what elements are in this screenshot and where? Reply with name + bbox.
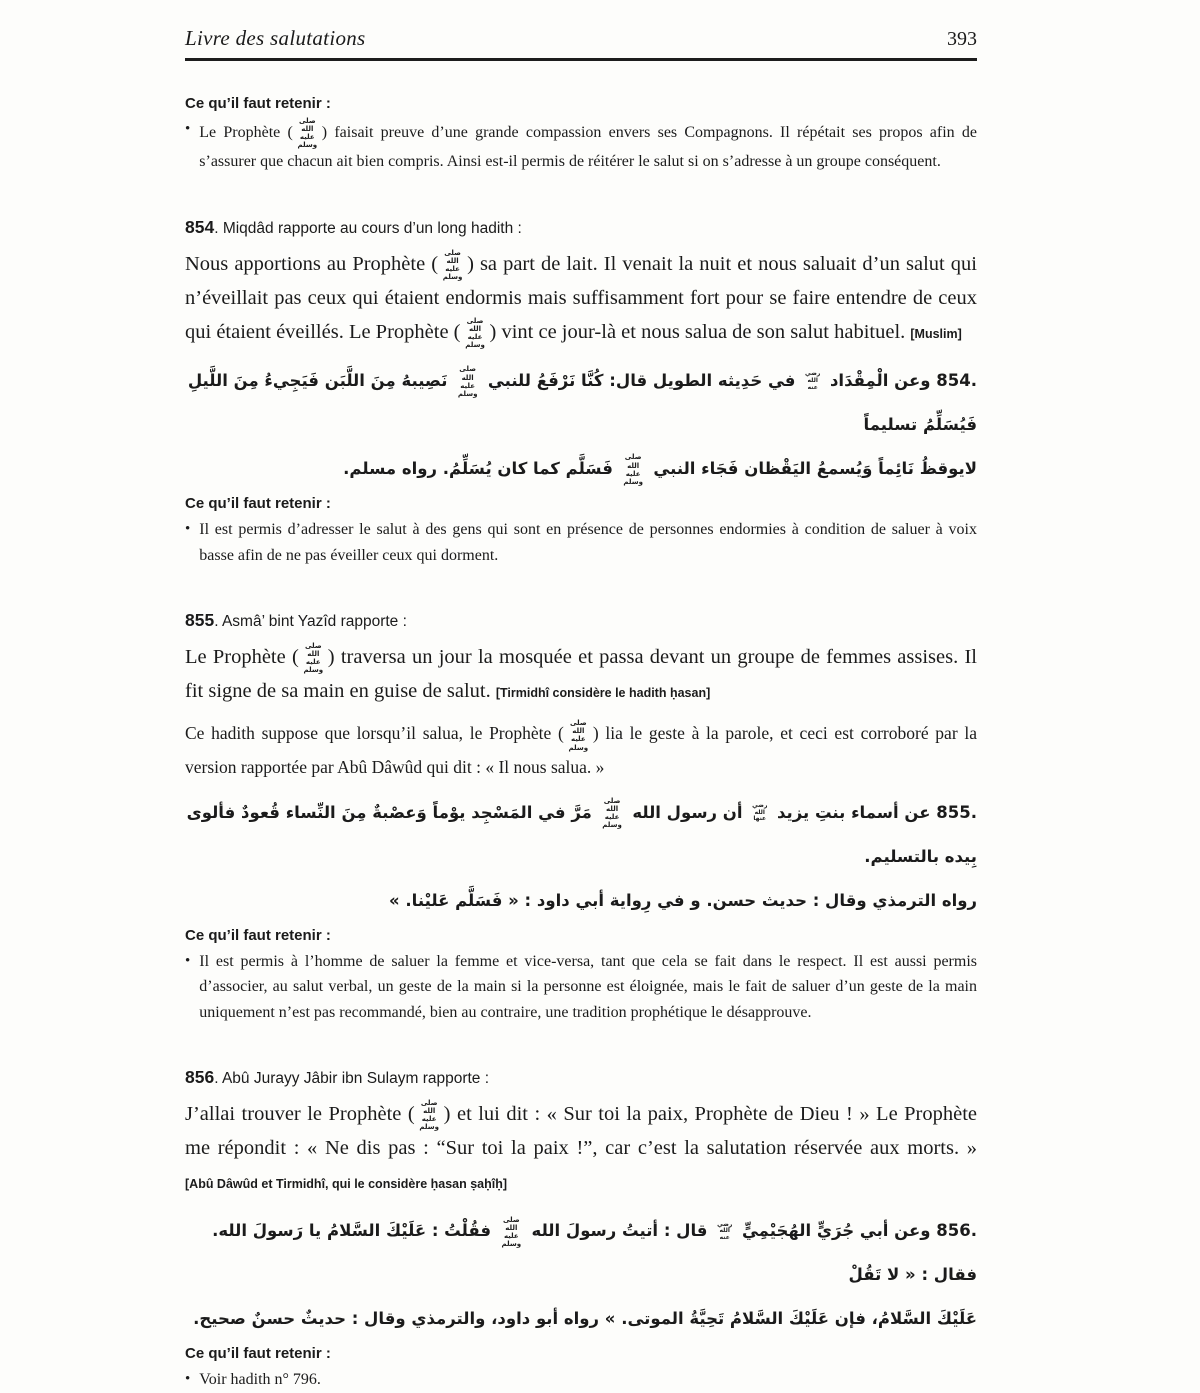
honorific-ra-glyph: رضي الله عنه — [805, 370, 821, 392]
hadith-section-856 — [185, 1067, 977, 1393]
key-point-item — [185, 949, 977, 1026]
honorific-saw-glyph: صلى الله عليه وسلم — [419, 1099, 439, 1132]
key-points-label: Ce qu’il faut retenir : — [185, 926, 331, 944]
hadith-number: 855 — [185, 610, 215, 631]
hadith-section-854 — [185, 217, 977, 568]
bullet-icon: • — [185, 952, 191, 969]
key-point-text: Voir hadith n° 796. — [199, 1371, 321, 1389]
hadith-narrator: . Asmâ’ bint Yazîd rapporte : — [214, 613, 407, 631]
header-rule — [185, 58, 977, 61]
hadith-heading — [185, 1067, 977, 1088]
arabic-line: رواه الترمذي وقال : حديث حسن. و في رِواية أبي داود : « فَسَلَّم عَليْنا. » — [389, 890, 977, 910]
key-points-label: Ce qu’il faut retenir : — [185, 495, 331, 513]
bullet-icon: • — [185, 521, 191, 538]
hadith-number-arabic: 855. — [936, 802, 977, 822]
page-header — [185, 26, 977, 51]
key-point-text: Le Prophète (صلى الله عليه وسلم) faisait preuve d’une grande compassion envers ses Compagnons. Il répétait ses propos afin de s’assurer que chacun ait bien compris. Ainsi est-il permis de réitérer le salut si on s’adresse à un groupe conséquent. — [199, 117, 978, 171]
key-points-label: Ce qu’il faut retenir : — [185, 95, 331, 112]
source-citation: [Tirmidhî considère le hadith ḥasan] — [495, 686, 711, 701]
key-points-block-856 — [185, 1345, 977, 1393]
honorific-raha-glyph: رضي الله عنها — [752, 801, 768, 823]
honorific-ra-glyph: رضي الله عنه — [717, 1220, 733, 1242]
key-points-label: Ce qu’il faut retenir : — [185, 1345, 331, 1363]
hadith-narrator: . Abû Jurayy Jâbir ibn Sulaym rapporte : — [214, 1070, 490, 1088]
source-citation: [Muslim] — [910, 327, 962, 342]
hadith-number: 854 — [185, 216, 215, 237]
hadith-heading — [185, 610, 977, 631]
hadith-heading — [185, 217, 977, 238]
honorific-saw-glyph: صلى الله عليه وسلم — [602, 796, 622, 830]
key-point-item — [185, 1367, 977, 1393]
commentary-paragraph: Ce hadith suppose que lorsqu’il salua, le Prophète (صلى الله عليه وسلم) lia le geste à la parole, et ceci est corroboré par la version rapportée par Abû Dâwûd qui dit : « Il nous salua. » — [185, 719, 977, 777]
hadith-number-arabic: 854. — [936, 371, 977, 391]
key-point-item — [185, 517, 977, 568]
key-points-block-854 — [185, 495, 977, 568]
honorific-saw-glyph: صلى الله عليه وسلم — [465, 317, 485, 350]
honorific-saw-glyph: صلى الله عليه وسلم — [457, 365, 478, 398]
hadith-translation: Nous apportions au Prophète ( صلى الله عليه وسلم) sa part de lait. Il venait la nuit et nous saluait d’un salut qui n’éveillait pas ceux qui étaient endormis mais suffisamment fort pour se faire entendre de ceux qui étaient éveillés. Le Prophète ( صلى الله عليه وسلم) vint ce jour-là et nous salua de son salut habituel. [Muslim] — [185, 248, 978, 350]
arabic-line: 856. وعن أبي جُرَيٍّ الهُجَيْمِيٍّ رضي الله عنه قال : أتيتُ رسولَ الله صلى الله عليه وسلم فقُلْتُ : عَلَيْكَ السَّلامُ يا رَسولَ الله. فقال : « لا تَقُلْ — [212, 1215, 977, 1285]
bullet-icon: • — [185, 1371, 191, 1388]
page-content — [185, 0, 977, 1393]
arabic-text-block — [185, 791, 977, 923]
hadith-translation: Le Prophète ( صلى الله عليه وسلم) traversa un jour la mosquée et passa devant un groupe de femmes assises. Il fit signe de sa main en guise de salut. [Tirmidhî considère le hadith ḥasan] — [185, 642, 977, 703]
hadith-section-855 — [185, 610, 977, 1025]
arabic-line: 854. وعن الْمِقْدَاد رضي الله عنه في حَدِيثه الطويل قال: كُنَّا نَرْفَعُ للنبي صلى الله عليه وسلم نَصِيبهُ مِنَ اللَّبَن فَيَجِيءُ مِنَ اللَّيلِ فَيُسَلِّمُ تسليماً — [187, 365, 977, 435]
key-points-block-855 — [185, 927, 977, 1026]
hadith-number-arabic: 856. — [936, 1221, 977, 1241]
key-points-block-853 — [185, 95, 977, 175]
hadith-number: 856 — [185, 1067, 215, 1088]
honorific-saw-glyph: صلى الله عليه وسلم — [303, 642, 324, 675]
key-point-text: Il est permis à l’homme de saluer la femme et vice-versa, tant que cela se fait dans le respect. Il est aussi permis d’associer, au salut verbal, un geste de la main si la personne est éloignée, mais le fait de saluer d’un geste de la main uniquement n’est pas recommandé, bien au contraire, une tradition prophétique le désapprouve. — [199, 952, 977, 1021]
honorific-saw-glyph: صلى الله عليه وسلم — [501, 1215, 522, 1248]
honorific-saw-glyph: صلى الله عليه وسلم — [442, 248, 463, 282]
hadith-narrator: . Miqdâd rapporte au cours d’un long hadith : — [214, 219, 522, 237]
arabic-line: لايوقظُ نَائِماً وَيُسمعُ اليَقْظان فَجَاء النبي صلى الله عليه وسلم فَسَلَّم كما كان يُسَلِّمُ. رواه مسلم. — [343, 453, 977, 486]
arabic-line: عَلَيْكَ السَّلامُ، فإن عَلَيْكَ السَّلامُ تَحِيَّةُ الموتى. » رواه أبو داود، والترمذي وقال : حديثٌ حسنٌ صحيح. — [193, 1309, 977, 1329]
arabic-text-block — [185, 1209, 977, 1341]
running-title: Livre des salutations — [185, 26, 366, 50]
bullet-icon: • — [185, 121, 191, 137]
honorific-saw-glyph: صلى الله عليه وسلم — [623, 453, 643, 486]
page-number: 393 — [947, 28, 977, 50]
hadith-translation: J’allai trouver le Prophète ( صلى الله عليه وسلم) et lui dit : « Sur toi la paix, Prophète de Dieu ! » Le Prophète me répondit : « Ne dis pas : “Sur toi la paix !”, car c’est la salutation réservée aux morts. » [Abû Dâwûd et Tirmidhî, qui le considère ḥasan ṣaḥîḥ] — [185, 1099, 978, 1192]
honorific-saw-glyph: صلى الله عليه وسلم — [297, 117, 318, 150]
key-point-item — [185, 117, 977, 175]
source-citation: [Abû Dâwûd et Tirmidhî, qui le considère ḥasan ṣaḥîḥ] — [185, 1177, 508, 1192]
key-point-text: Il est permis d’adresser le salut à des gens qui sont en présence de personnes endormies à condition de saluer à voix basse afin de ne pas éveiller ceux qui dorment. — [199, 521, 977, 564]
arabic-text-block — [185, 359, 977, 491]
honorific-saw-glyph: صلى الله عليه وسلم — [568, 719, 589, 752]
arabic-line: 855. عن أسماء بنتِ يزيد رضي الله عنها أن رسول الله صلى الله عليه وسلم مَرَّ في المَسْجِد يوْماً وَعصْبةٌ مِنَ النِّساء قُعودٌ فألوى بِيده بالتسليم. — [186, 796, 977, 866]
